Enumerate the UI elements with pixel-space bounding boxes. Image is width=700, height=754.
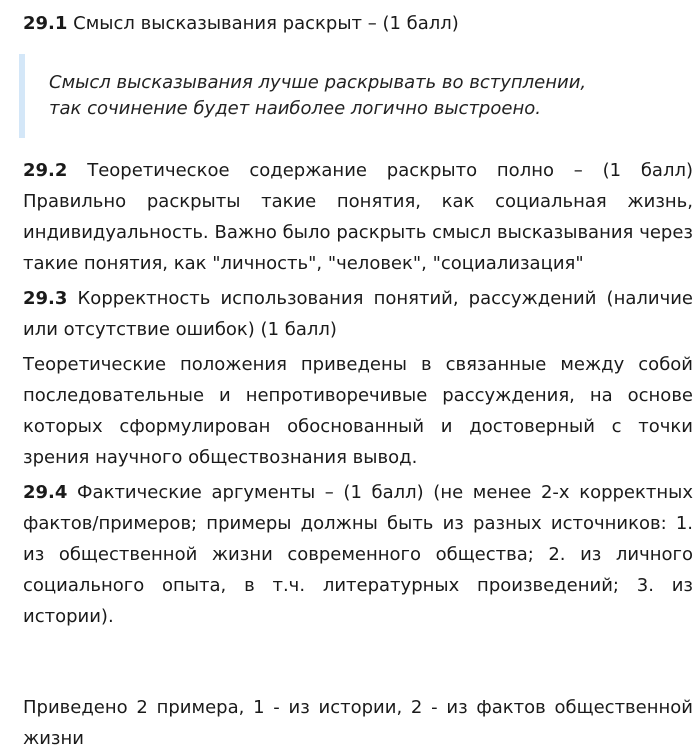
criterion-29-3 (7, 283, 693, 345)
criterion-description: Смысл высказывания раскрыт – (1 балл) (67, 13, 459, 34)
blockquote (19, 54, 675, 138)
quote-text (49, 70, 659, 122)
criterion-number: 29.4 (23, 482, 68, 503)
criterion-number: 29.1 (23, 13, 68, 34)
quote-line: Смысл высказывания лучше раскрывать во вступлении, (49, 72, 587, 93)
quote-line: так сочинение будет наиболее логично выстроено. (49, 98, 541, 119)
criterion-number: 29.2 (23, 160, 68, 181)
criterion-29-4 (7, 477, 693, 632)
criterion-number: 29.3 (23, 288, 68, 309)
answer-29-4 (7, 692, 693, 754)
answer-29-4-text: Приведено 2 примера, 1 - из истории, 2 - из фактов общественной жизни (23, 697, 693, 749)
criterion-29-2 (7, 155, 693, 279)
criterion-29-3-text (7, 283, 693, 345)
criterion-29-2-text (7, 155, 693, 279)
criterion-29-1-text (7, 8, 693, 39)
answer-29-3-text: Теоретические положения приведены в связанные между собой последовательные и непротиворечивые рассуждения, на основе которых сформулирован обоснованный и достоверный с точки зрения научного обществознания вывод. (23, 354, 693, 468)
criterion-29-1 (7, 8, 693, 39)
criterion-description: Корректность использования понятий, рассуждений (наличие или отсутствие ошибок) (1 балл) (23, 288, 693, 340)
criterion-description: Теоретическое содержание раскрыто полно – (1 балл) Правильно раскрыты такие понятия, как социальная жизнь, индивидуальность. Важно было раскрыть смысл высказывания через такие понятия, как "личность", "человек", "социализация" (23, 160, 693, 274)
answer-29-3 (7, 349, 693, 473)
criterion-description: Фактические аргументы – (1 балл) (не менее 2-х корректных фактов/примеров; примеры должны быть из разных источников: 1. из общественной жизни современного общества; 2. из личного социального опыта, в т.ч. литературных произведений; 3. из истории). (23, 482, 693, 627)
criterion-29-4-text (7, 477, 693, 632)
